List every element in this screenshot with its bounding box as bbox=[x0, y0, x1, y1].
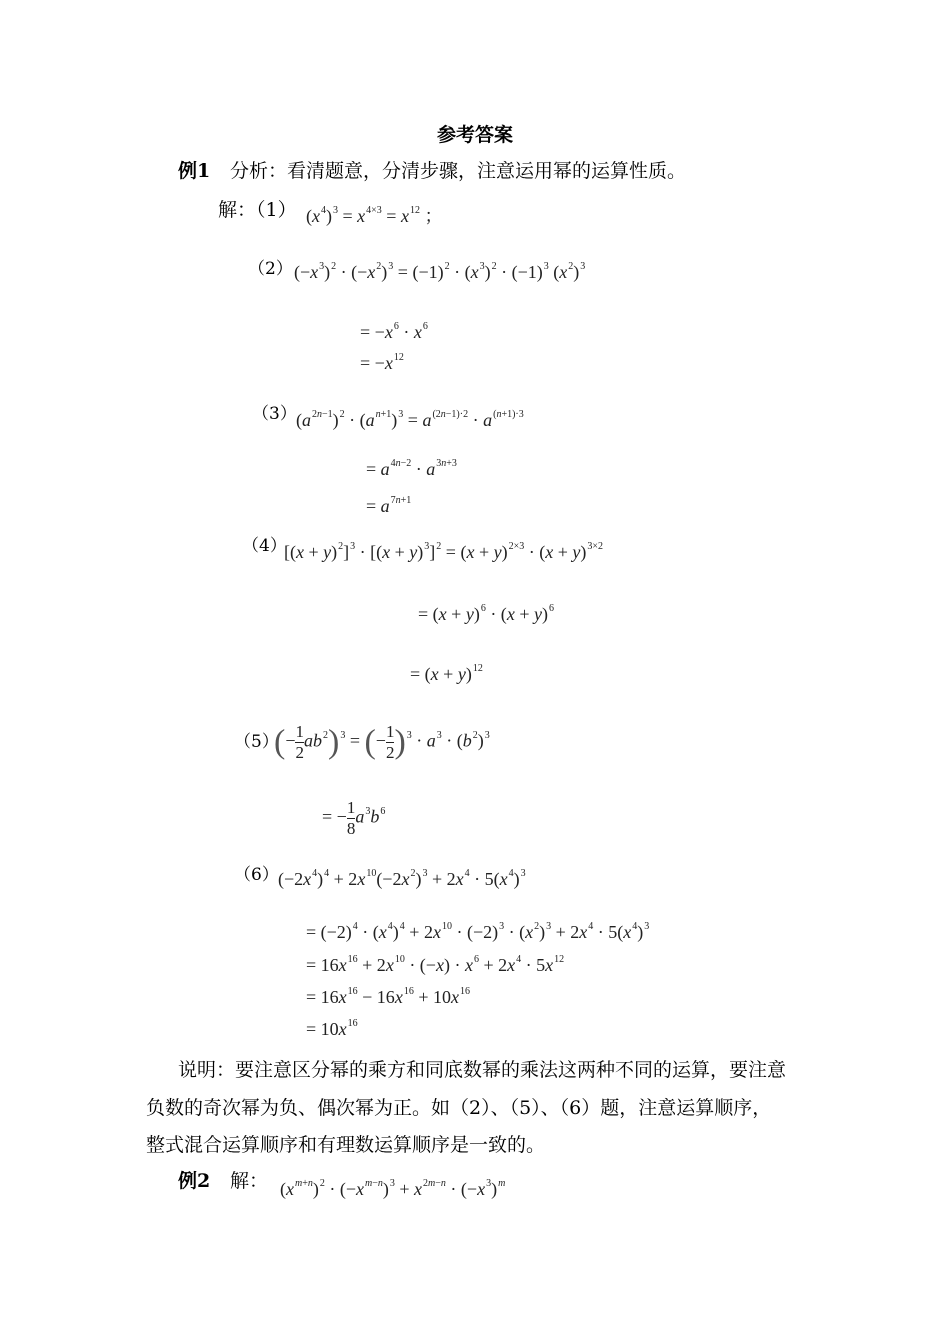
equation-6-line-1: $(-2x^4)^4 + 2x^{10}(-2x^2)^3 + 2x^4 \cdot 5(x^4)^3$ bbox=[278, 868, 526, 889]
example-2-solve: 解： bbox=[230, 1170, 269, 1192]
equation-6-line-5: = $10x^{16}$ bbox=[306, 1018, 358, 1039]
fraction-denominator: 2 bbox=[295, 743, 304, 762]
part-label-4: （4） bbox=[242, 536, 287, 556]
equation-3-line-2: = $a^{4n-2} \cdot a^{3n+3}$ bbox=[366, 458, 457, 479]
equation-4-line-2: = $(x + y)^6 \cdot (x + y)^6$ bbox=[418, 603, 554, 624]
equation-6-line-3: = $16x^{16} + 2x^{10} \cdot (-x) \cdot x^6 + 2x^4 \cdot 5x^{12}$ bbox=[306, 954, 565, 975]
equation-6-line-2: = $(-2)^4 \cdot (x^4)^4 + 2x^{10} \cdot (-2)^3 \cdot (x^2)^3 + 2x^4 \cdot 5(x^4)^3$ bbox=[306, 921, 650, 942]
equation-2-line-1: $(-x^3)^2 \cdot (-x^2)^3 = (-1)^2 \cdot (x^3)^2 \cdot (-1)^3$ $(x^2)^3$ bbox=[294, 261, 586, 282]
fraction-denominator: 8 bbox=[346, 819, 356, 838]
fraction-denominator: 2 bbox=[385, 743, 395, 762]
equation-2-line-2: = $-x^6 \cdot x^6$ bbox=[360, 321, 428, 342]
example-1-label: 例1 bbox=[178, 160, 211, 182]
equation-4-line-3: = $(x + y)^{12}$ bbox=[410, 663, 483, 684]
note-line-3: 整式混合运算顺序和有理数运算顺序是一致的。 bbox=[146, 1134, 546, 1156]
note-line-2: 负数的奇次幂为负、偶次幂为正。如（2）、（5）、（6）题，注意运算顺序， bbox=[146, 1097, 772, 1119]
fraction-numerator: 1 bbox=[295, 722, 304, 741]
equation-6-line-4: = $16x^{16} - 16x^{16} + 10x^{16}$ bbox=[306, 986, 470, 1007]
part-label-2: （2） bbox=[248, 259, 293, 279]
example-2-label: 例2 bbox=[178, 1170, 211, 1192]
solve-label-1: 解：（1） bbox=[218, 199, 297, 221]
part-label-5: （5） bbox=[234, 732, 279, 752]
fraction-numerator: 1 bbox=[346, 798, 356, 817]
equation-3-line-1: $(a^{2n-1})^2 \cdot (a^{n+1})^3 = a^{(2n-1)\cdot 2} \cdot a^{(n+1)\cdot 3}$ bbox=[296, 409, 524, 430]
equation-4-line-1: $[(x + y)^2]^3 \cdot [(x + y)^3]^2 = (x + y)^{2\times 3} \cdot (x + y)^{3\times 2}$ bbox=[284, 541, 604, 562]
page-title: 参考答案 bbox=[437, 124, 514, 146]
example-1-analysis: 分析：看清题意，分清步骤，注意运用幂的运算性质。 bbox=[230, 160, 687, 182]
fraction-numerator: 1 bbox=[385, 722, 395, 741]
equation-5-line-1: (− $\frac{1}{2}$ $ab^2)^3$ = (− $\frac{1}{2}$ )$^3 \cdot a^3 \cdot (b^2)^3$ bbox=[274, 722, 490, 762]
equation-1: $(x^4)^3 = x^{4\times 3} = x^{12}$ ； bbox=[306, 205, 443, 226]
equation-3-line-3: = $a^{7n+1}$ bbox=[366, 495, 412, 516]
part-label-3: （3） bbox=[252, 404, 297, 424]
equation-5-line-2: = − $\frac{1}{8}$ $a^3b^6$ bbox=[322, 798, 386, 838]
equation-2-line-3: = $-x^{12}$ bbox=[360, 352, 404, 373]
part-label-6: （6） bbox=[234, 865, 279, 885]
example-2-equation: $(x^{m+n})^2 \cdot (-x^{m-n})^3 + x^{2m-n} \cdot (-x^3)^m$ bbox=[280, 1178, 506, 1199]
note-line-1: 说明：要注意区分幂的乘方和同底数幂的乘法这两种不同的运算，要注意 bbox=[178, 1059, 787, 1081]
